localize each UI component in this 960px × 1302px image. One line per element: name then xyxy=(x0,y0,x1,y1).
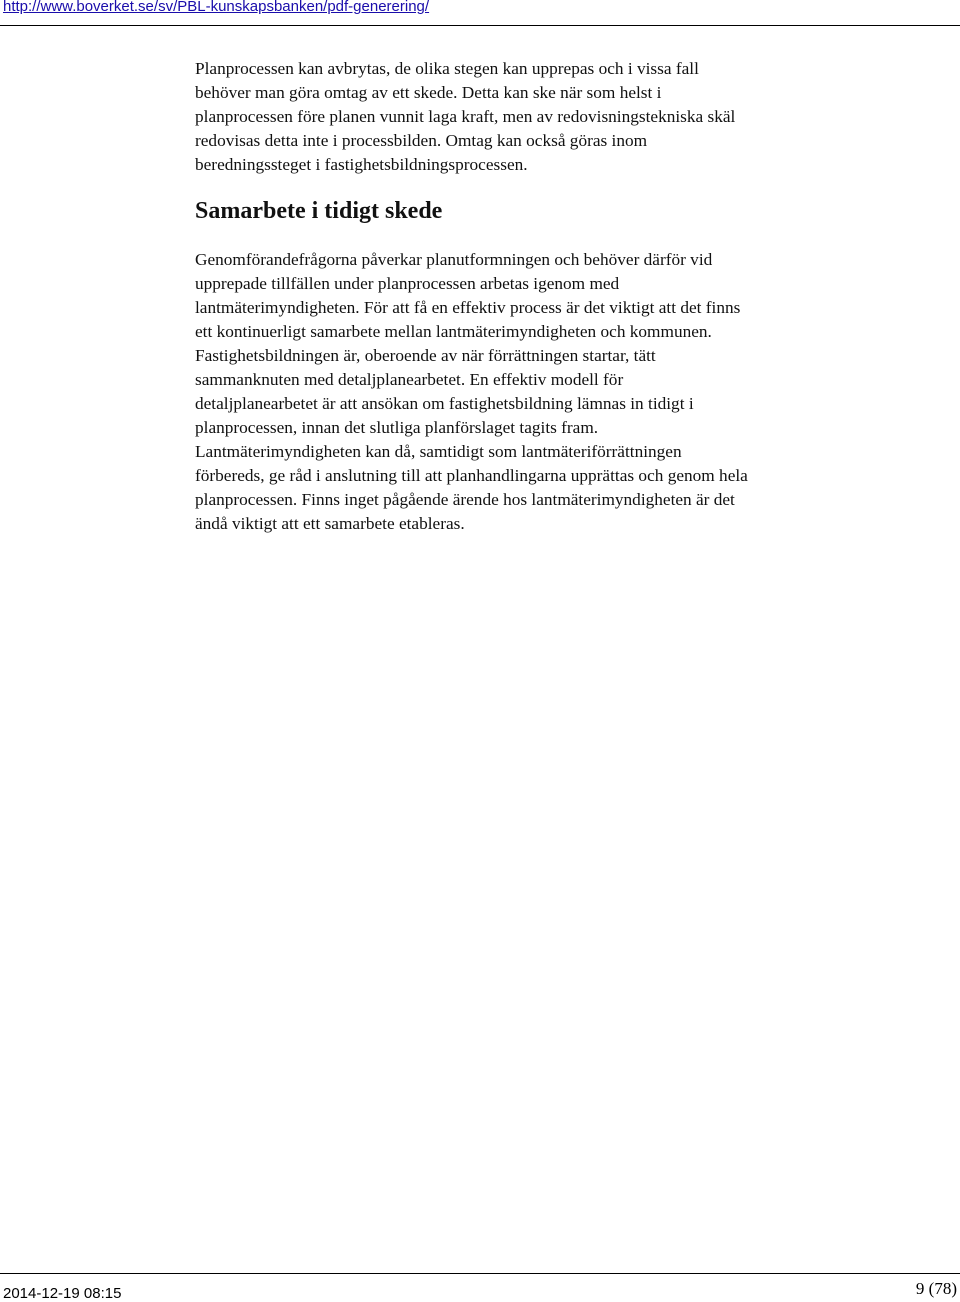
text-line: Fastighetsbildningen är, oberoende av när förrättningen startar, tätt xyxy=(195,346,656,365)
text-line: förbereds, ge råd i anslutning till att planhandlingarna upprättas och genom hela xyxy=(195,466,748,485)
text-line: planprocessen före planen vunnit laga kraft, men av redovisningstekniska skäl xyxy=(195,107,736,126)
text-line: sammanknuten med detaljplanearbetet. En effektiv modell för xyxy=(195,370,624,389)
section-heading: Samarbete i tidigt skede xyxy=(195,198,443,224)
text-line: behöver man göra omtag av ett skede. Detta kan ske när som helst i xyxy=(195,83,662,102)
print-timestamp: 2014-12-19 08:15 xyxy=(3,1285,122,1302)
text-line: Planprocessen kan avbrytas, de olika stegen kan upprepas och i vissa fall xyxy=(195,59,699,78)
text-line: beredningssteget i fastighetsbildningsprocessen. xyxy=(195,155,528,174)
document-body xyxy=(195,57,785,536)
page-number: 9 (78) xyxy=(915,1279,957,1298)
header-divider xyxy=(0,25,960,26)
text-line: Lantmäterimyndigheten kan då, samtidigt som lantmäteriförrättningen xyxy=(195,442,682,461)
text-line: planprocessen. Finns inget pågående ärende hos lantmäterimyndigheten är det xyxy=(195,490,735,509)
text-line: Genomförandefrågorna påverkar planutformningen och behöver därför vid xyxy=(195,250,713,269)
text-line: upprepade tillfällen under planprocessen arbetas igenom med xyxy=(195,274,620,293)
text-line: detaljplanearbetet är att ansökan om fastighetsbildning lämnas in tidigt i xyxy=(195,394,694,413)
paragraph-replanning xyxy=(195,57,785,177)
text-line: ändå viktigt att ett samarbete etableras. xyxy=(195,514,465,533)
text-line: lantmäterimyndigheten. För att få en effektiv process är det viktigt att det finns xyxy=(195,298,741,317)
paragraph-cooperation xyxy=(195,248,785,536)
text-line: planprocessen, innan det slutliga planförslaget tagits fram. xyxy=(195,418,599,437)
source-url-link[interactable]: http://www.boverket.se/sv/PBL-kunskapsbanken/pdf-generering/ xyxy=(3,0,430,15)
text-line: ett kontinuerligt samarbete mellan lantmäterimyndigheten och kommunen. xyxy=(195,322,712,341)
text-line: redovisas detta inte i processbilden. Omtag kan också göras inom xyxy=(195,131,648,150)
footer-divider xyxy=(0,1273,960,1274)
